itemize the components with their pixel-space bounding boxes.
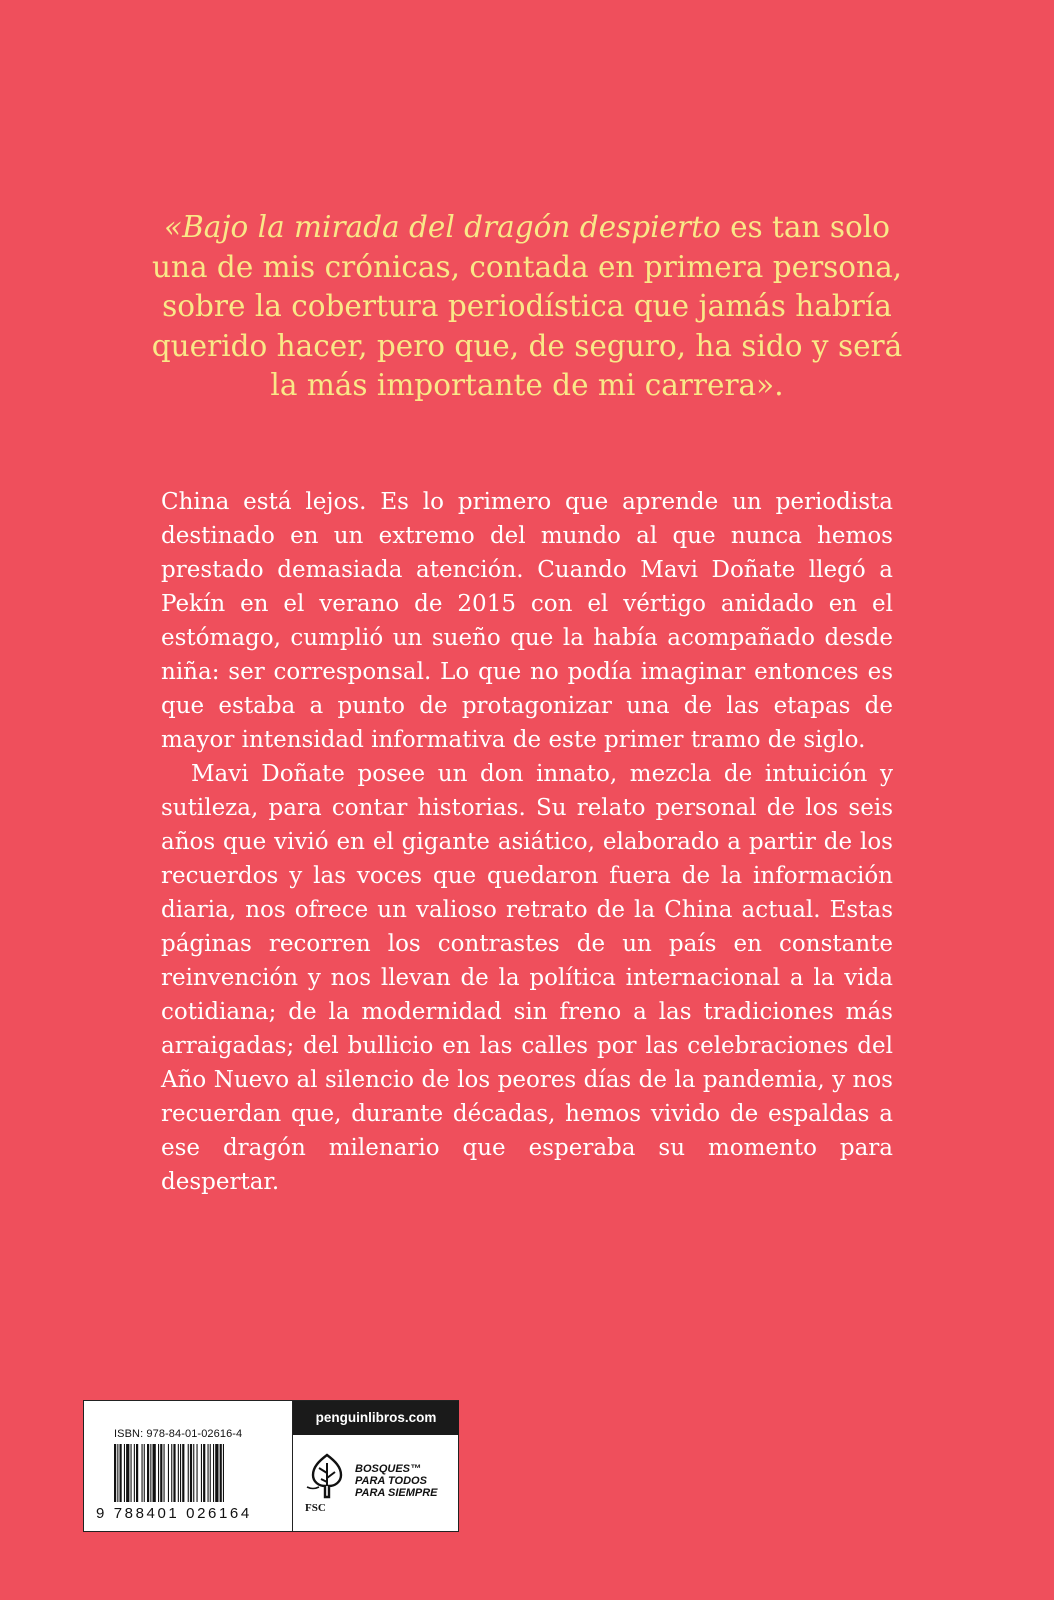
synopsis [161,485,893,1199]
barcode-bar [193,1444,194,1502]
barcode-digits: 9 788401 026164 [96,1505,252,1522]
publisher-panel [293,1401,459,1531]
barcode-bar [171,1444,172,1502]
barcode-bar [180,1444,181,1502]
barcode-bar [188,1444,189,1502]
slogan-line-1: BOSQUES™ [355,1463,422,1475]
barcode-bar [158,1444,159,1502]
barcode-bar [153,1444,156,1502]
barcode-bar [147,1444,149,1502]
barcode-bar [201,1444,202,1502]
barcode-bar [120,1444,122,1502]
barcode-bar [182,1444,184,1502]
barcode-bar [215,1444,218,1502]
barcode-bar [117,1444,118,1502]
barcode-bar [144,1444,145,1502]
barcode-bar [173,1444,175,1502]
barcode-bar [168,1444,169,1502]
barcode-bar [213,1444,214,1502]
barcode-bar [210,1444,211,1502]
barcode-bar [178,1444,179,1502]
isbn-label: ISBN: 978-84-01-02616-4 [114,1428,243,1440]
synopsis-paragraph-1: China está lejos. Es lo primero que aprende un periodista destinado en un extremo del mundo al que nunca hemos prestado demasiada atención. Cuando Mavi Doñate llegó a Pekín en el verano de 2015 con el vértigo anidado en el estómago, cumplió un sueño que la había acompañado desde niña: ser corresponsal. Lo que no podía imaginar entonces es que estaba a punto de protagonizar una de las etapas de mayor intensidad informativa de este primer tramo de siglo. [161,489,893,753]
barcode-bar [114,1444,116,1502]
slogan-line-2: PARA TODOS [355,1475,427,1487]
back-cover-quote [150,208,904,406]
synopsis-paragraph-2: Mavi Doñate posee un don innato, mezcla de intuición y sutileza, para contar historias. Su relato personal de los seis años que vivió en el gigante asiático, elaborado a partir de los recuerdos y las voces que quedaron fuera de la información diaria, nos ofrece un valioso retrato de la China actual. Estas páginas recorren los contrastes de un país en constante reinvención y nos llevan de la política internacional a la vida cotidiana; de la modernidad sin freno a las tradiciones más arraigadas; del bullicio en las calles por las celebraciones del Año Nuevo al silencio de los peores días de la pandemia, y nos recuerdan que, durante décadas, hemos vivido de espaldas a ese dragón milenario que esperaba su momento para despertar. [161,761,893,1195]
fsc-tree-icon [305,1451,349,1499]
quote-book-title: «Bajo la mirada del dragón despierto [164,210,721,244]
publisher-website: penguinlibros.com [293,1401,459,1435]
barcode-bar [223,1444,224,1502]
barcode-bar [160,1444,162,1502]
slogan-line-3: PARA SIEMPRE [355,1487,438,1499]
barcode-bar [126,1444,129,1502]
fsc-label: FSC [305,1502,326,1514]
barcode-panel [83,1400,459,1532]
barcode-bar [150,1444,151,1502]
barcode-bar [136,1444,138,1502]
isbn-barcode-area [84,1401,293,1531]
quote-text: es tan solo una de mis crónicas, contada en primera persona, sobre la cobertura periodística que jamás habría querido hacer, pero que, de seguro, ha sido y será la más importante de mi carrera». [151,210,903,402]
forest-slogan [355,1463,438,1499]
barcode-bar [124,1444,125,1502]
barcode-bar [190,1444,192,1502]
barcode-bar [134,1444,135,1502]
barcode-bar [203,1444,205,1502]
barcode-bar [142,1444,143,1502]
barcode-bar [220,1444,222,1502]
barcode-bar [164,1444,165,1502]
barcode-image [114,1444,264,1502]
barcode-bar [208,1444,209,1502]
barcode-bar [197,1444,198,1502]
barcode-bar [131,1444,132,1502]
